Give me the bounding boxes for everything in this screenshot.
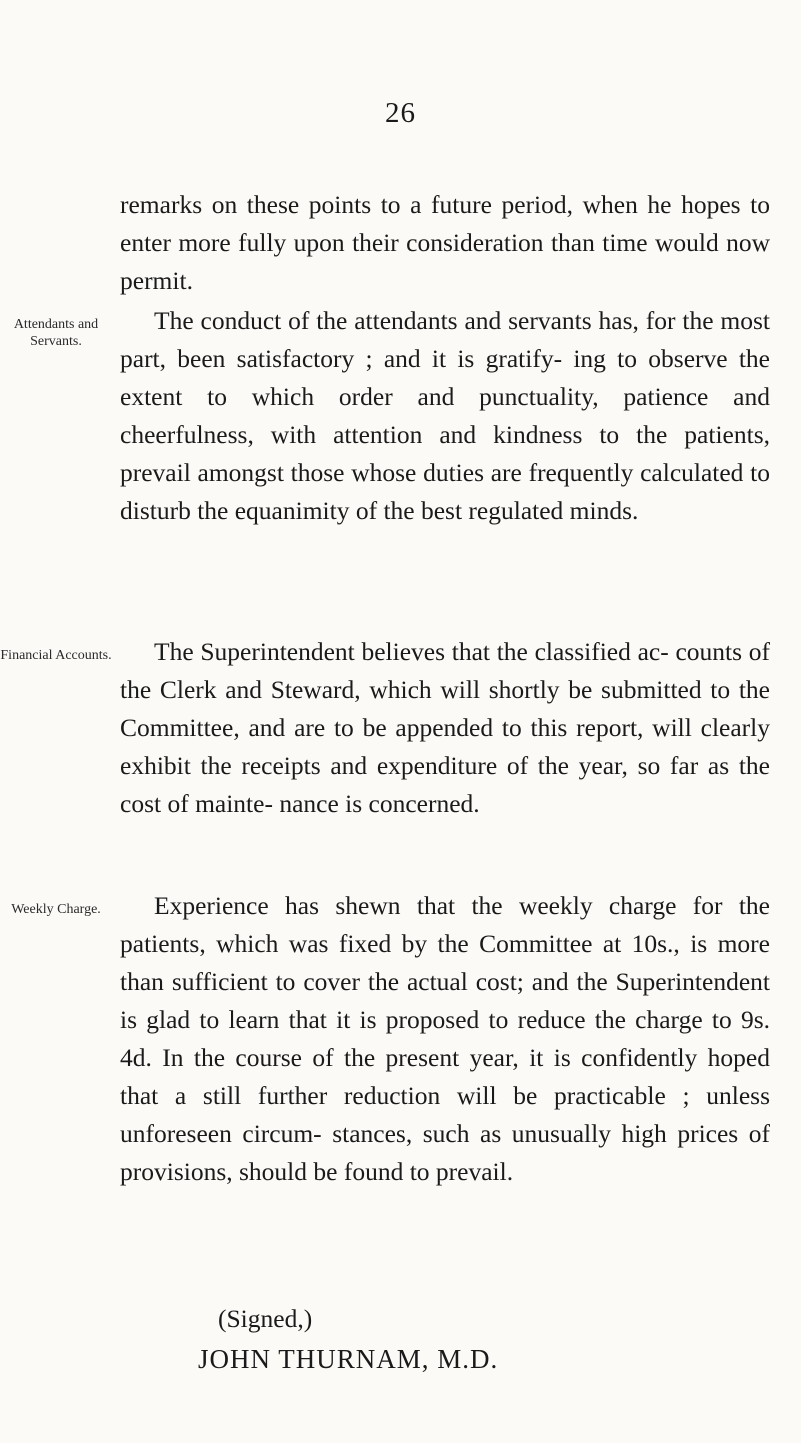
- side-note-attendants: Attendants and Servants.: [13, 317, 99, 349]
- paragraph-continuation: remarks on these points to a future period, when he hopes to enter more fully upon their consideration than time would now permit.: [120, 190, 770, 295]
- signer-name: JOHN THURNAM, M.D.: [198, 1344, 499, 1374]
- side-note-financial: Financial Accounts.: [0, 648, 112, 663]
- page-number: 26: [385, 97, 416, 129]
- paragraph-attendants: The conduct of the attendants and servants has, for the most part, been satisfactory ; and it is gratify- ing to observe the extent to which order and punctuality, patience and cheerfulness, with attention and kindness to the patients, prevail amongst those whose duties are frequently calculated to disturb the equanimity of the best regulated minds.: [120, 306, 770, 525]
- signed-label: (Signed,): [218, 1304, 313, 1333]
- side-note-weekly-charge: Weekly Charge.: [11, 902, 101, 917]
- paragraph-financial: The Superintendent believes that the classified ac- counts of the Clerk and Steward, which will shortly be submitted to the Committee, and are to be appended to this report, will clearly exhibit the receipts and expenditure of the year, so far as the cost of mainte- nance is concerned.: [120, 637, 770, 818]
- paragraph-weekly-charge: Experience has shewn that the weekly charge for the patients, which was fixed by the Committee at 10s., is more than sufficient to cover the actual cost; and the Superintendent is glad to learn that it is proposed to reduce the charge to 9s. 4d. In the course of the present year, it is confidently hoped that a still further reduction will be practicable ; unless unforeseen circum- stances, such as unusually high prices of provisions, should be found to prevail.: [120, 891, 770, 1186]
